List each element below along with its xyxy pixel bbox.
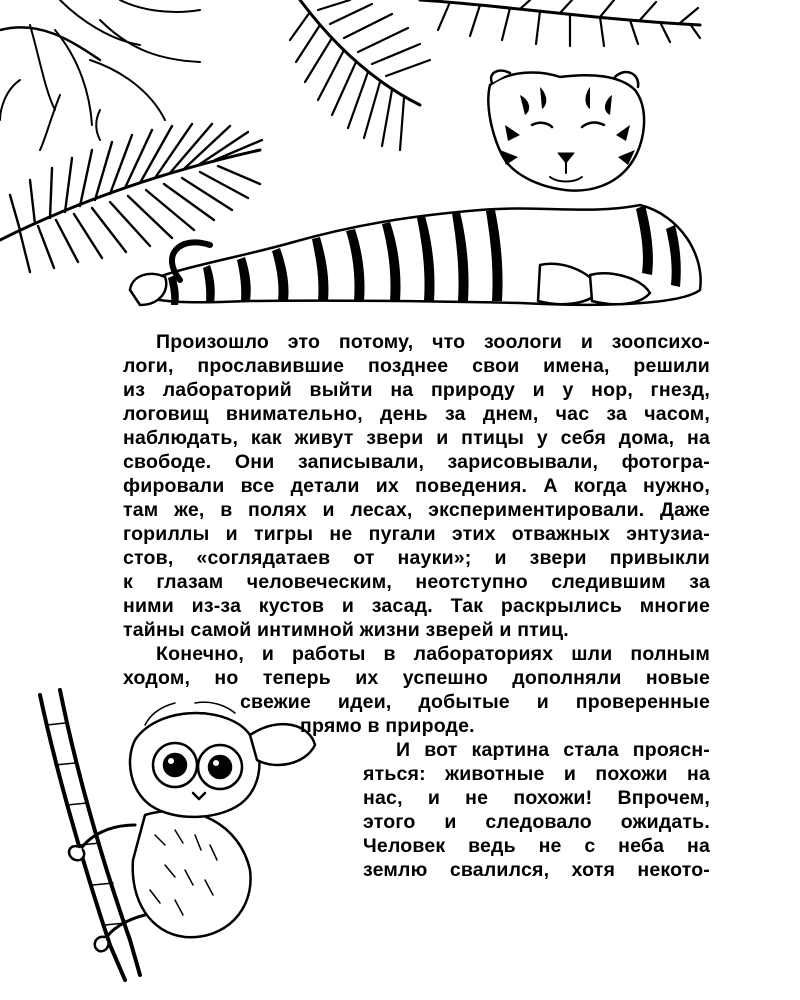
tarsier-illustration [25,685,345,985]
paragraph-line: наблюдать, как живут звери и птицы у себя дома, на [123,427,710,449]
paragraph-line: фировали все детали их поведения. А когда нужно, [123,475,710,497]
paragraph-line: Конечно, и работы в лабораториях шли полным [156,643,710,665]
paragraph-line: Произошло это потому, что зоологи и зоопсихо- [156,331,710,353]
paragraph-line: ходом, но теперь их успешно дополняли новые [123,667,710,689]
paragraph-line: свежие идеи, добытые и проверенные [240,691,710,713]
paragraph-line: землю свалился, хотя некото- [363,859,710,881]
paragraph-line: гориллы и тигры не пугали этих отважных энтузиа- [123,523,710,545]
paragraph-line: к глазам человеческим, неотступно следившим за [123,571,710,593]
paragraph-line: логи, прославившие позднее свои имена, решили [123,355,710,377]
paragraph-line: яться: животные и похожи на [363,763,710,785]
paragraph-line: ними из-за кустов и засад. Так раскрылись многие [123,595,710,617]
paragraph-line: нас, и не похожи! Впрочем, [363,787,710,809]
paragraph-line: прямо в природе. [300,715,475,737]
paragraph-line: из лабораторий выйти на природу и у нор, гнезд, [123,379,710,401]
paragraph-line: И вот картина стала проясн- [396,739,710,761]
paragraph-line: тайны самой интимной жизни зверей и птиц. [123,619,569,641]
paragraph-line: там же, в полях и лесах, экспериментировали. Даже [123,499,710,521]
paragraph-line: этого и следовало ожидать. [363,811,710,833]
paragraph-line: Человек ведь не с неба на [363,835,710,857]
paragraph-line: свободе. Они записывали, зарисовывали, фотогра- [123,451,710,473]
paragraph-line: логовищ внимательно, день за днем, час за часом, [123,403,710,425]
paragraph-line: стов, «соглядатаев от науки»; и звери привыкли [123,547,710,569]
tiger-illustration [120,65,710,315]
